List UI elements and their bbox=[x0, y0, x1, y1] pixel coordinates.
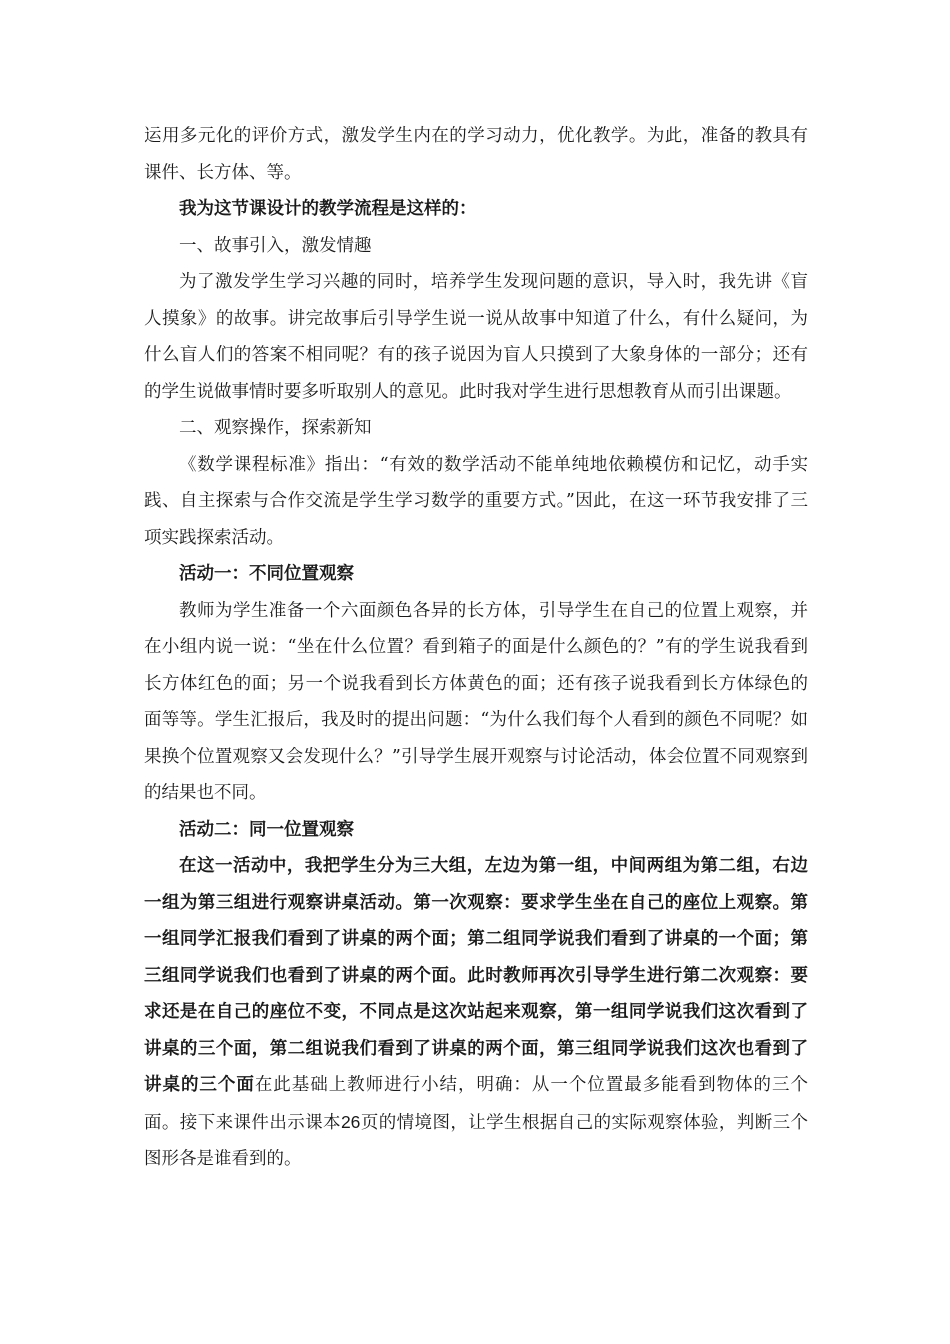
activity-two-bold-text: 在这一活动中，我把学生分为三大组，左边为第一组，中间两组为第二组，右边一组为第三组进行观察讲桌活动。第一次观察：要求学生坐在自己的座位上观察。第一组同学汇报我们看到了讲桌的两个面；第二组同学说我们看到了讲桌的一个面；第三组同学说我们也看到了讲桌的两个面。此时教师再次引导学生进行第二次观察：要求还是在自己的座位不变，不同点是这次站起来观察，第一组同学说我们这次看到了讲桌的三个面，第二组说我们看到了讲桌的两个面，第三组同学说我们这次也看到了讲桌的三个面 bbox=[144, 856, 808, 1095]
paragraph-teaching-aids: 运用多元化的评价方式，激发学生内在的学习动力，优化教学。为此，准备的教具有课件、长方体、等。 bbox=[144, 126, 808, 183]
paragraph-story-intro: 为了激发学生学习兴趣的同时，培养学生发现问题的意识，导入时，我先讲《盲人摸象》的故事。讲完故事后引导学生说一说从故事中知道了什么，有什么疑问，为什么盲人们的答案不相同呢？有的孩子说因为盲人只摸到了大象身体的一部分；还有的学生说做事情时要多听取别人的意见。此时我对学生进行思想教育从而引出课题。 bbox=[144, 272, 808, 402]
section-heading-story-intro: 一、故事引入，激发情趣 bbox=[179, 235, 372, 256]
page-number-reference: 26 bbox=[340, 1111, 361, 1132]
activity-two-heading: 活动二：同一位置观察 bbox=[179, 819, 354, 840]
paragraph-curriculum-standard: 《数学课程标准》指出：“有效的数学活动不能单纯地依赖模仿和记忆，动手实践、自主探索与合作交流是学生学习数学的重要方式。”因此，在这一环节我安排了三项实践探索活动。 bbox=[144, 454, 808, 548]
activity-one-heading: 活动一：不同位置观察 bbox=[179, 564, 354, 584]
activity-two-closing-text: 页的情境图，让学生根据自己的实际观察体验，判断三个图形各是谁看到的。 bbox=[144, 1112, 809, 1169]
activity-two-summary-text: 在此基础上教师进行小结，明确：从一个位置最多能看到物体的三个面。接下来课件出示课本 bbox=[144, 1075, 808, 1133]
paragraph-activity-one: 教师为学生准备一个六面颜色各异的长方体，引导学生在自己的位置上观察，并在小组内说一说：“坐在什么位置？看到箱子的面是什么颜色的？”有的学生说我看到长方体红色的面；另一个说我看到长方体黄色的面；还有孩子说我看到长方体绿色的面等等。学生汇报后，我及时的提出问题：“为什么我们每个人看到的颜色不同呢？如果换个位置观察又会发现什么？”引导学生展开观察与讨论活动，体会位置不同观察到的结果也不同。 bbox=[144, 600, 808, 803]
paragraph-activity-two bbox=[144, 848, 808, 1178]
heading-teaching-process: 我为这节课设计的教学流程是这样的： bbox=[179, 199, 477, 219]
document-page bbox=[144, 118, 808, 1178]
section-heading-observation: 二、观察操作，探索新知 bbox=[179, 418, 372, 438]
